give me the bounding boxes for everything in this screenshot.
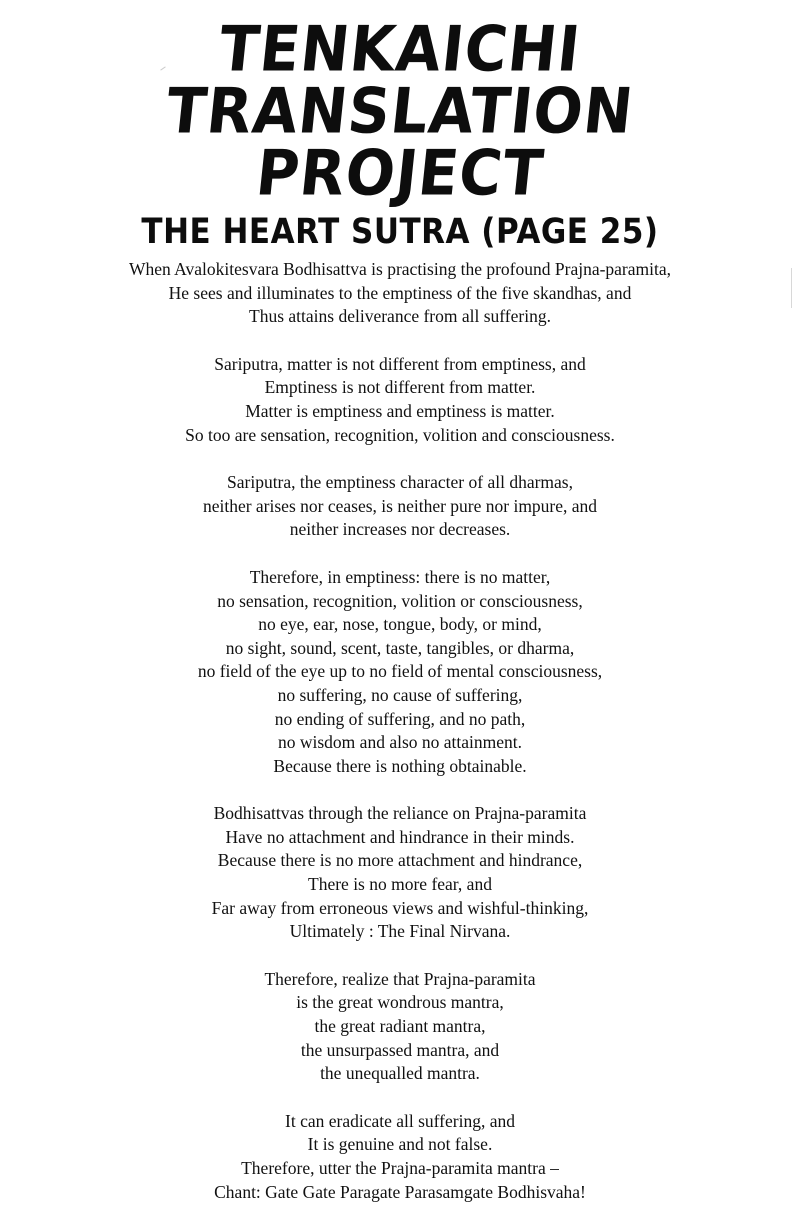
sutra-line: neither arises nor ceases, is neither pure nor impure, and (202, 495, 598, 516)
sutra-line: Chant: Gate Gate Paragate Parasamgate Bodhisvaha! (214, 1181, 586, 1202)
sutra-line: is the great wondrous mantra, (296, 992, 504, 1013)
sutra-line: Far away from erroneous views and wishful-thinking, (211, 897, 589, 918)
sutra-line: no ending of suffering, and no path, (274, 708, 526, 729)
sutra-line: Because there is nothing obtainable. (273, 755, 527, 776)
stanza-1 (0, 258, 800, 329)
group-title (0, 12, 800, 210)
stanza-5 (0, 802, 800, 944)
sutra-line: Therefore, realize that Prajna-paramita (264, 968, 536, 989)
sutra-line: He sees and illuminates to the emptiness of the five skandhas, and (168, 282, 632, 303)
sutra-line: Emptiness is not different from matter. (264, 377, 536, 398)
sutra-line: no sight, sound, scent, taste, tangibles, or dharma, (225, 637, 575, 658)
sutra-line: Because there is no more attachment and hindrance, (217, 850, 583, 871)
title-line-2: TRANSLATION (162, 74, 638, 148)
title-line-1: TENKAICHI (215, 12, 585, 86)
sutra-line: Thus attains deliverance from all suffering. (249, 306, 551, 327)
chapter-heading: THE HEART SUTRA (PAGE 25) (141, 211, 659, 253)
sutra-line: no sensation, recognition, volition or consciousness, (217, 590, 583, 611)
sutra-line: no suffering, no cause of suffering, (277, 684, 523, 705)
sutra-line: So too are sensation, recognition, volition and consciousness. (185, 424, 615, 445)
sutra-line: Therefore, in emptiness: there is no matter, (249, 566, 551, 587)
sutra-line: It is genuine and not false. (307, 1134, 493, 1155)
sutra-line: When Avalokitesvara Bodhisattva is practising the profound Prajna-paramita, (128, 259, 672, 279)
sutra-line: It can eradicate all suffering, and (285, 1110, 515, 1131)
sutra-line: Bodhisattvas through the reliance on Prajna-paramita (213, 803, 587, 824)
sutra-line: the unequalled mantra. (320, 1063, 480, 1084)
sutra-line: Sariputra, matter is not different from emptiness, and (214, 353, 586, 374)
title-line-3: PROJECT (252, 136, 548, 210)
sutra-line: Have no attachment and hindrance in their minds. (225, 826, 575, 847)
stanza-6 (0, 968, 800, 1086)
stanza-7 (0, 1110, 800, 1204)
sutra-line: no field of the eye up to no field of mental consciousness, (197, 661, 603, 682)
sutra-line: There is no more fear, and (308, 874, 492, 895)
sutra-line: Matter is emptiness and emptiness is matter. (245, 400, 555, 421)
sutra-text (0, 258, 800, 1228)
stanza-2 (0, 353, 800, 447)
sutra-line: Ultimately : The Final Nirvana. (289, 921, 511, 942)
sutra-line: Sariputra, the emptiness character of all dharmas, (227, 472, 573, 493)
sutra-line: the unsurpassed mantra, and (300, 1039, 500, 1060)
stanza-3 (0, 471, 800, 542)
sutra-line: no wisdom and also no attainment. (278, 732, 522, 753)
sutra-line: Therefore, utter the Prajna-paramita mantra – (241, 1158, 559, 1178)
stanza-4 (0, 566, 800, 778)
sutra-line: the great radiant mantra, (314, 1016, 486, 1037)
sutra-line: no eye, ear, nose, tongue, body, or mind, (258, 614, 542, 635)
sutra-line: neither increases nor decreases. (289, 519, 511, 540)
